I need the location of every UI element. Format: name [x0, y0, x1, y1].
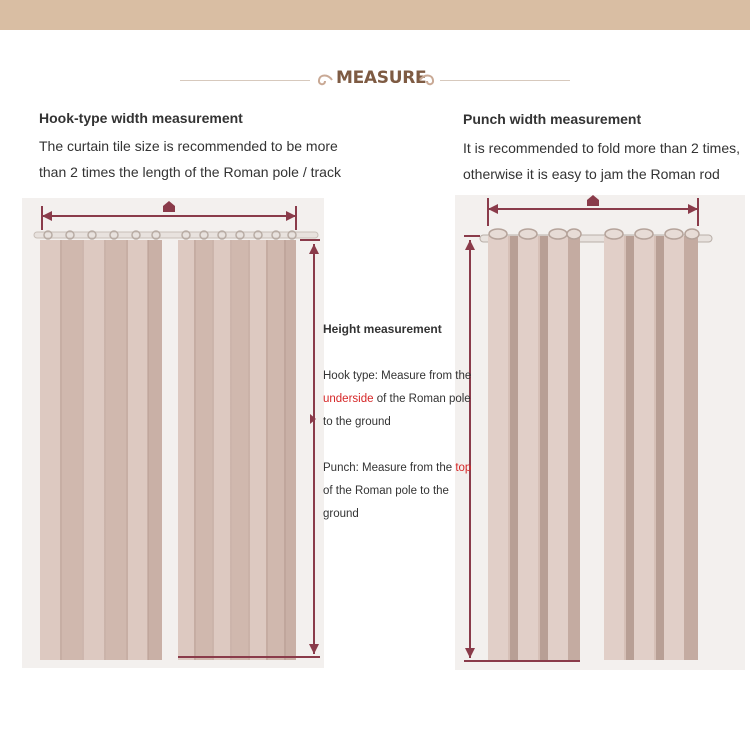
height-title: Height measurement	[323, 322, 442, 336]
punch-height-line-1	[323, 457, 471, 480]
punch-width-line-1: It is recommended to fold more than 2 times,	[463, 140, 741, 156]
hook-curtain-left	[40, 240, 162, 660]
hook-width-line-1: The curtain tile size is recommended to be more	[39, 138, 338, 154]
punch-width-line-2: otherwise it is easy to jam the Roman rod	[463, 166, 720, 182]
hook-width-line-2: than 2 times the length of the Roman pole / track	[39, 164, 341, 180]
underside-highlight: underside	[323, 393, 374, 405]
punch-curtain-left	[488, 236, 580, 660]
hook-height-line-2-rest: of the Roman pole	[373, 393, 471, 405]
punch-curtain-right	[604, 236, 698, 660]
punch-height-line-1-text: Punch: Measure from the	[323, 462, 456, 474]
hook-roman-pole	[34, 232, 318, 238]
punch-height-line-3: ground	[323, 508, 359, 520]
hook-height-line-1: Hook type: Measure from the	[323, 370, 472, 382]
hook-height-line-3: to the ground	[323, 416, 391, 428]
punch-height-line-2: of the Roman pole to the	[323, 485, 449, 497]
hook-width-title: Hook-type width measurement	[39, 110, 243, 126]
hook-curtain-right	[178, 240, 296, 660]
punch-width-title: Punch width measurement	[463, 111, 642, 127]
hook-height-line-2	[323, 388, 471, 411]
heading-title: MEASURE	[336, 68, 427, 88]
top-highlight: top	[455, 462, 472, 474]
